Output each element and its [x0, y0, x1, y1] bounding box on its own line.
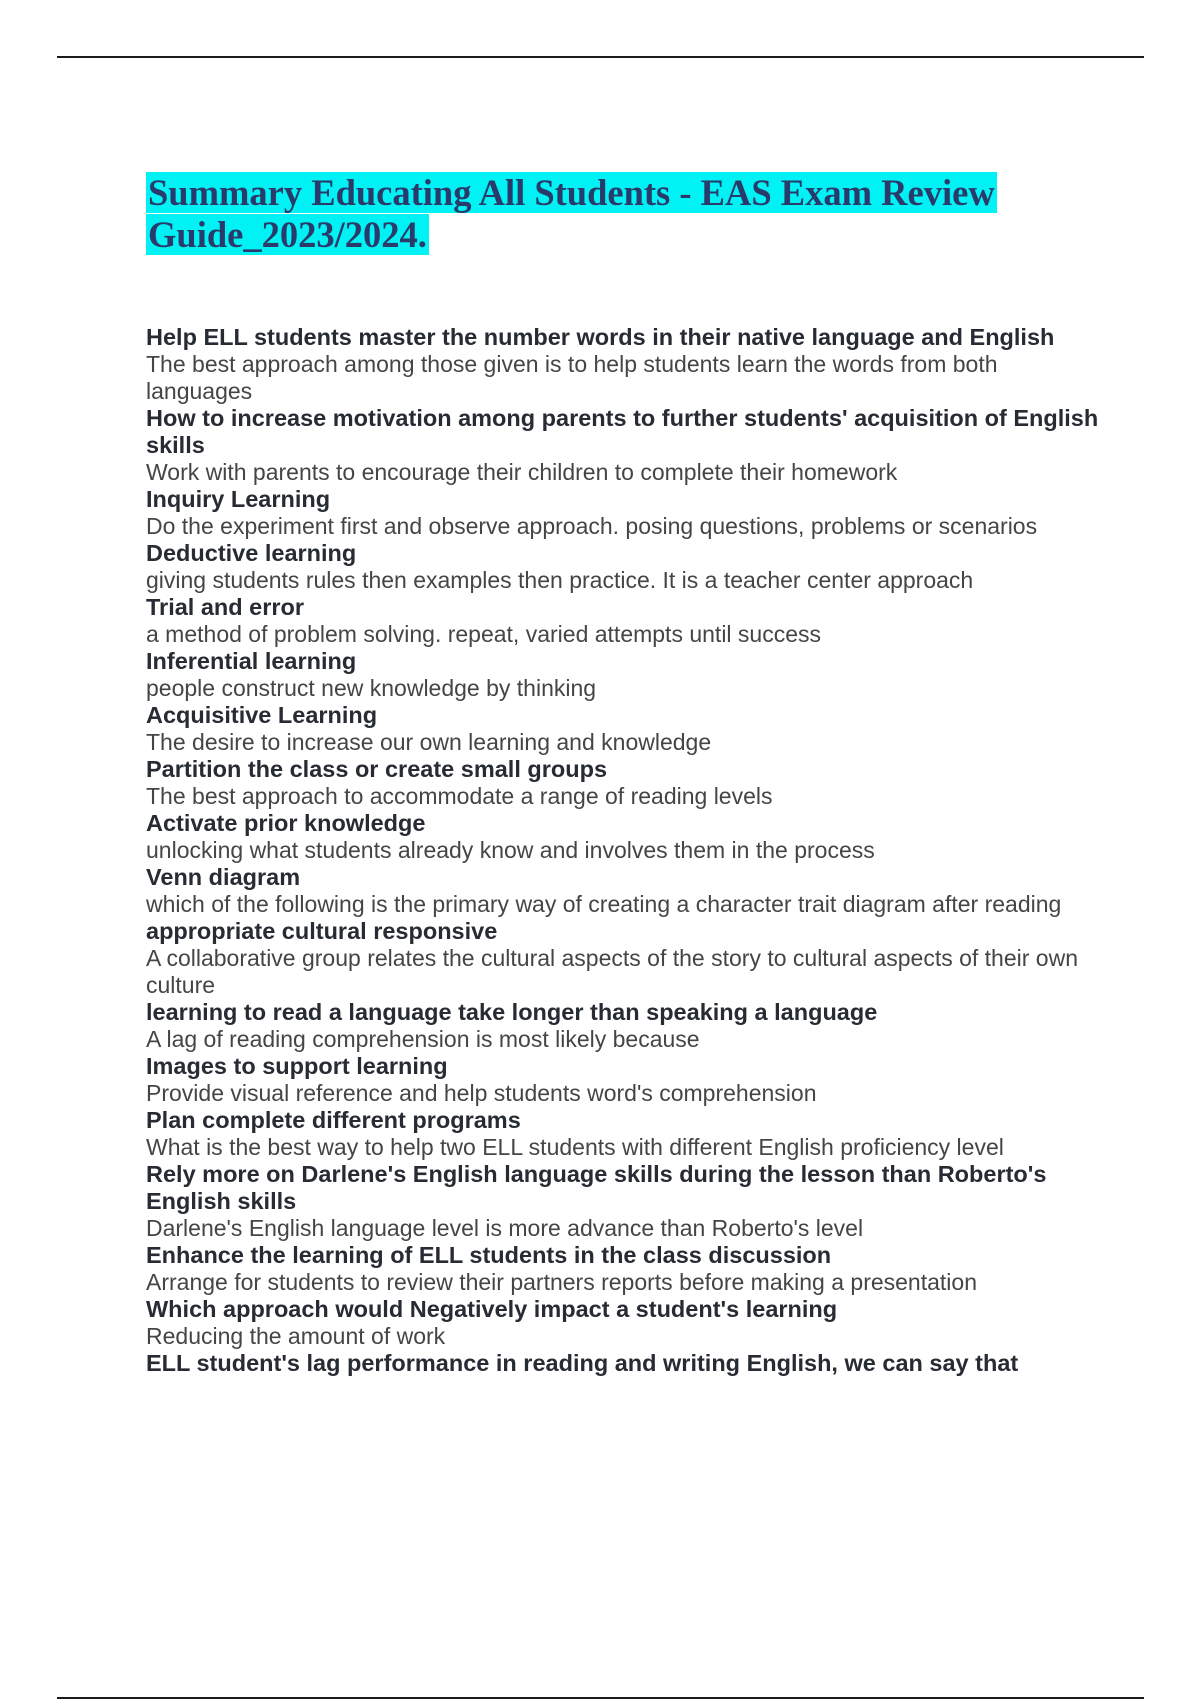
- entry-term: Rely more on Darlene's English language skills during the lesson than Roberto's English skills: [146, 1161, 1047, 1214]
- entry-definition: Darlene's English language level is more advance than Roberto's level: [146, 1215, 864, 1241]
- entry-definition: Work with parents to encourage their children to complete their homework: [146, 459, 898, 485]
- entry-definition: Provide visual reference and help students word's comprehension: [146, 1080, 817, 1106]
- entry-definition: A collaborative group relates the cultural aspects of the story to cultural aspects of their own culture: [146, 945, 1078, 998]
- entry-term: appropriate cultural responsive: [146, 918, 498, 944]
- top-rule: [57, 56, 1144, 58]
- entry-definition: A lag of reading comprehension is most likely because: [146, 1026, 700, 1052]
- entry-term: Deductive learning: [146, 540, 357, 566]
- entry-term: Which approach would Negatively impact a student's learning: [146, 1296, 838, 1322]
- entry-term: Inferential learning: [146, 648, 357, 674]
- bottom-rule: [57, 1697, 1144, 1699]
- entry-definition: Do the experiment first and observe approach. posing questions, problems or scenarios: [146, 513, 1038, 539]
- document-title: [146, 172, 1106, 256]
- title-highlight: Summary Educating All Students - EAS Exam Review Guide_2023/2024.: [148, 172, 995, 255]
- entry-term: ELL student's lag performance in reading and writing English, we can say that: [146, 1350, 1019, 1376]
- entry-term: Enhance the learning of ELL students in the class discussion: [146, 1242, 832, 1268]
- qa-list: [146, 324, 1106, 1377]
- entry-term: Plan complete different programs: [146, 1107, 521, 1133]
- entry-term: Activate prior knowledge: [146, 810, 426, 836]
- entry-term: Partition the class or create small groups: [146, 756, 608, 782]
- entry-term: Trial and error: [146, 594, 305, 620]
- entry-term: Inquiry Learning: [146, 486, 331, 512]
- entry-definition: a method of problem solving. repeat, varied attempts until success: [146, 621, 822, 647]
- entry-term: Acquisitive Learning: [146, 702, 378, 728]
- document-body: [146, 172, 1106, 1377]
- entry-definition: Reducing the amount of work: [146, 1323, 446, 1349]
- entry-term: Venn diagram: [146, 864, 301, 890]
- entry-term: How to increase motivation among parents to further students' acquisition of English skills: [146, 405, 1099, 458]
- entry-definition: giving students rules then examples then practice. It is a teacher center approach: [146, 567, 974, 593]
- entry-definition: What is the best way to help two ELL students with different English proficiency level: [146, 1134, 1004, 1160]
- entry-term: Help ELL students master the number words in their native language and English: [146, 324, 1055, 350]
- entry-definition: which of the following is the primary way of creating a character trait diagram after reading: [146, 891, 1062, 917]
- entry-term: Images to support learning: [146, 1053, 448, 1079]
- entry-definition: The desire to increase our own learning and knowledge: [146, 729, 712, 755]
- entry-definition: people construct new knowledge by thinking: [146, 675, 597, 701]
- entry-term: learning to read a language take longer than speaking a language: [146, 999, 878, 1025]
- entry-definition: unlocking what students already know and involves them in the process: [146, 837, 875, 863]
- entry-definition: The best approach among those given is to help students learn the words from both languages: [146, 351, 998, 404]
- entry-definition: The best approach to accommodate a range of reading levels: [146, 783, 773, 809]
- entry-definition: Arrange for students to review their partners reports before making a presentation: [146, 1269, 977, 1295]
